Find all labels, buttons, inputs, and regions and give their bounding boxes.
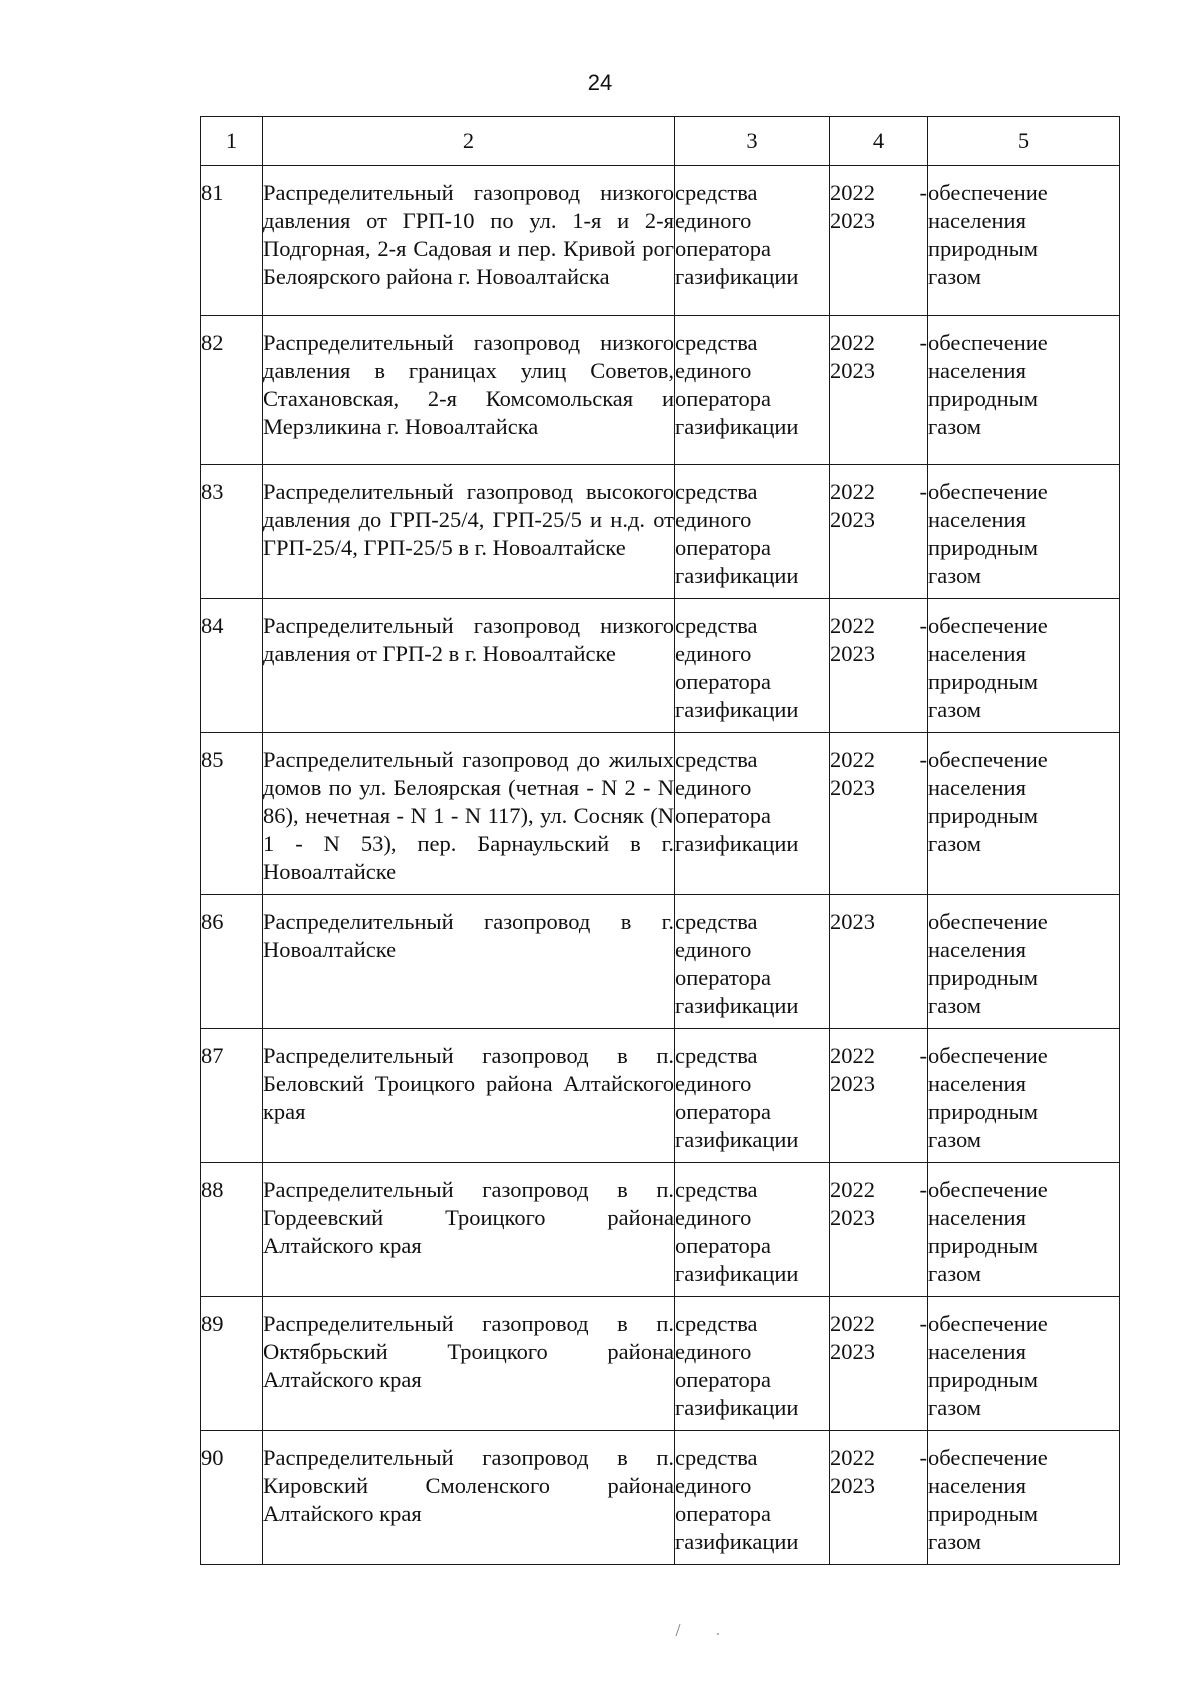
funding-source-line: газификации — [675, 1127, 799, 1152]
period-start-year: 2022 — [830, 747, 875, 772]
period-dash: - — [919, 180, 927, 205]
row-funding-source — [675, 166, 830, 316]
funding-source-line: оператора — [675, 669, 771, 694]
funding-source-line: оператора — [675, 236, 771, 261]
period-start-year: 2022 — [830, 1043, 875, 1068]
row-funding-source — [675, 1163, 830, 1297]
period-start-line — [830, 179, 927, 207]
goal-line: обеспечение — [928, 1043, 1048, 1068]
period-end-year: 2023 — [830, 641, 875, 666]
goal-line: газом — [928, 1529, 982, 1554]
table-row — [201, 465, 1120, 599]
row-object-name: Распределительный газопровод в п. Гордеевский Троицкого района Алтайского края — [263, 1163, 675, 1297]
period-end-year: 2023 — [830, 358, 875, 383]
row-funding-source — [675, 733, 830, 895]
row-number: 83 — [201, 465, 263, 599]
funding-source-line: единого — [675, 641, 752, 666]
goal-line: природным — [928, 669, 1039, 694]
row-goal — [928, 1029, 1120, 1163]
goal-line: природным — [928, 803, 1039, 828]
row-object-name: Распределительный газопровод высокого давления до ГРП-25/4, ГРП-25/5 и н.д. от ГРП-25/4, ГРП-25/5 в г. Новоалтайске — [263, 465, 675, 599]
period-start-year: 2022 — [830, 613, 875, 638]
goal-line: населения — [928, 1071, 1026, 1096]
funding-source-line: газификации — [675, 993, 799, 1018]
table-row — [201, 733, 1120, 895]
goal-line: природным — [928, 1501, 1039, 1526]
row-object-name: Распределительный газопровод низкого давления от ГРП-2 в г. Новоалтайске — [263, 599, 675, 733]
row-goal — [928, 1431, 1120, 1565]
period-dash: - — [919, 613, 927, 638]
period-end-year: 2023 — [830, 507, 875, 532]
goal-line: населения — [928, 208, 1026, 233]
goal-line: обеспечение — [928, 1445, 1048, 1470]
goal-line: обеспечение — [928, 479, 1048, 504]
table-row — [201, 1029, 1120, 1163]
goal-line: населения — [928, 937, 1026, 962]
row-period — [830, 465, 928, 599]
period-end-year: 2023 — [830, 1473, 875, 1498]
period-start-year: 2022 — [830, 330, 875, 355]
period-start-line — [830, 329, 927, 357]
row-number: 88 — [201, 1163, 263, 1297]
row-goal — [928, 599, 1120, 733]
column-header-goal: 5 — [928, 117, 1120, 166]
period-dash: - — [919, 1043, 927, 1068]
goal-line: обеспечение — [928, 613, 1048, 638]
funding-source-line: средства — [675, 180, 758, 205]
period-start-line — [830, 1310, 927, 1338]
row-period — [830, 316, 928, 465]
funding-source-line: газификации — [675, 1529, 799, 1554]
row-object-name: Распределительный газопровод низкого давления в границах улиц Советов, Стахановская, 2-я Комсомольская и Мерзликина г. Новоалтайска — [263, 316, 675, 465]
goal-line: природным — [928, 386, 1039, 411]
goal-line: населения — [928, 358, 1026, 383]
row-funding-source — [675, 1297, 830, 1431]
row-object-name: Распределительный газопровод в п. Беловский Троицкого района Алтайского края — [263, 1029, 675, 1163]
period-dash: - — [919, 1311, 927, 1336]
period-start-year: 2022 — [830, 479, 875, 504]
period-start-line — [830, 478, 927, 506]
funding-source-line: газификации — [675, 414, 799, 439]
funding-source-line: оператора — [675, 535, 771, 560]
funding-source-line: единого — [675, 358, 752, 383]
column-header-name: 2 — [263, 117, 675, 166]
period-start-line — [830, 1042, 927, 1070]
funding-source-line: газификации — [675, 1261, 799, 1286]
row-funding-source — [675, 895, 830, 1029]
goal-line: населения — [928, 507, 1026, 532]
goal-line: природным — [928, 1099, 1039, 1124]
row-number: 81 — [201, 166, 263, 316]
goal-line: природным — [928, 1367, 1039, 1392]
goal-line: газом — [928, 1261, 982, 1286]
goal-line: населения — [928, 641, 1026, 666]
table-header-row — [201, 117, 1120, 166]
page-number: 24 — [587, 70, 613, 95]
funding-source-line: оператора — [675, 1367, 771, 1392]
row-goal — [928, 316, 1120, 465]
funding-source-line: газификации — [675, 1395, 799, 1420]
funding-source-line: газификации — [675, 264, 799, 289]
table-row — [201, 316, 1120, 465]
funding-source-line: оператора — [675, 386, 771, 411]
funding-source-line: единого — [675, 1339, 752, 1364]
row-number: 84 — [201, 599, 263, 733]
funding-source-line: средства — [675, 479, 758, 504]
row-goal — [928, 1163, 1120, 1297]
period-end-year: 2023 — [830, 1339, 875, 1364]
funding-source-line: единого — [675, 1205, 752, 1230]
goal-line: обеспечение — [928, 330, 1048, 355]
row-number: 85 — [201, 733, 263, 895]
funding-source-line: средства — [675, 1311, 758, 1336]
funding-source-line: газификации — [675, 697, 799, 722]
funding-source-line: средства — [675, 747, 758, 772]
funding-source-line: единого — [675, 1473, 752, 1498]
row-number: 87 — [201, 1029, 263, 1163]
period-start-year: 2022 — [830, 1445, 875, 1470]
table-body — [201, 166, 1120, 1565]
table-row — [201, 895, 1120, 1029]
period-start-year: 2022 — [830, 1311, 875, 1336]
period-dash: - — [919, 1177, 927, 1202]
period-start-line — [830, 1444, 927, 1472]
table-row — [201, 1297, 1120, 1431]
projects-table — [200, 116, 1120, 1565]
row-object-name: Распределительный газопровод в п. Октябрьский Троицкого района Алтайского края — [263, 1297, 675, 1431]
goal-line: обеспечение — [928, 180, 1048, 205]
goal-line: газом — [928, 414, 982, 439]
row-funding-source — [675, 1029, 830, 1163]
funding-source-line: средства — [675, 909, 758, 934]
row-funding-source — [675, 1431, 830, 1565]
row-number: 89 — [201, 1297, 263, 1431]
goal-line: населения — [928, 1339, 1026, 1364]
goal-line: газом — [928, 993, 982, 1018]
goal-line: обеспечение — [928, 909, 1048, 934]
period-end-year: 2023 — [830, 1071, 875, 1096]
funding-source-line: оператора — [675, 803, 771, 828]
table-row — [201, 599, 1120, 733]
row-object-name: Распределительный газопровод в п. Кировский Смоленского района Алтайского края — [263, 1431, 675, 1565]
row-period — [830, 1297, 928, 1431]
row-funding-source — [675, 316, 830, 465]
funding-source-line: средства — [675, 1445, 758, 1470]
goal-line: газом — [928, 264, 982, 289]
row-number: 82 — [201, 316, 263, 465]
row-object-name: Распределительный газопровод низкого давления от ГРП-10 по ул. 1-я и 2-я Подгорная, 2-я Садовая и пер. Кривой рог Белоярского района г. Новоалтайска — [263, 166, 675, 316]
goal-line: обеспечение — [928, 1311, 1048, 1336]
period-start-line — [830, 746, 927, 774]
funding-source-line: газификации — [675, 831, 799, 856]
period-dash: - — [919, 747, 927, 772]
goal-line: газом — [928, 563, 982, 588]
period-end-year: 2023 — [830, 1205, 875, 1230]
period-start-line — [830, 908, 927, 936]
funding-source-line: средства — [675, 613, 758, 638]
row-period — [830, 1029, 928, 1163]
goal-line: населения — [928, 1205, 1026, 1230]
table-row — [201, 1431, 1120, 1565]
funding-source-line: средства — [675, 1043, 758, 1068]
funding-source-line: единого — [675, 507, 752, 532]
row-object-name: Распределительный газопровод в г. Новоалтайске — [263, 895, 675, 1029]
period-dash: - — [919, 1445, 927, 1470]
row-number: 86 — [201, 895, 263, 1029]
row-object-name: Распределительный газопровод до жилых домов по ул. Белоярская (четная - N 2 - N 86), нечетная - N 1 - N 117), ул. Сосняк (N 1 - N 53), пер. Барнаульский в г. Новоалтайске — [263, 733, 675, 895]
row-period — [830, 166, 928, 316]
goal-line: газом — [928, 1127, 982, 1152]
goal-line: обеспечение — [928, 747, 1048, 772]
table-row — [201, 166, 1120, 316]
funding-source-line: оператора — [675, 1099, 771, 1124]
funding-source-line: единого — [675, 775, 752, 800]
goal-line: природным — [928, 535, 1039, 560]
period-start-line — [830, 612, 927, 640]
goal-line: населения — [928, 775, 1026, 800]
goal-line: газом — [928, 697, 982, 722]
row-goal — [928, 733, 1120, 895]
goal-line: природным — [928, 965, 1039, 990]
goal-line: газом — [928, 831, 982, 856]
funding-source-line: единого — [675, 208, 752, 233]
column-header-number: 1 — [201, 117, 263, 166]
row-period — [830, 599, 928, 733]
row-period — [830, 1431, 928, 1565]
row-goal — [928, 1297, 1120, 1431]
funding-source-line: единого — [675, 1071, 752, 1096]
row-goal — [928, 895, 1120, 1029]
funding-source-line: единого — [675, 937, 752, 962]
scan-specks — [670, 1620, 730, 1644]
scan-noise-mark — [670, 1620, 730, 1640]
goal-line: природным — [928, 1233, 1039, 1258]
funding-source-line: средства — [675, 330, 758, 355]
row-funding-source — [675, 599, 830, 733]
row-period — [830, 733, 928, 895]
period-start-year: 2023 — [830, 909, 875, 934]
table-row — [201, 1163, 1120, 1297]
row-goal — [928, 166, 1120, 316]
goal-line: населения — [928, 1473, 1026, 1498]
goal-line: природным — [928, 236, 1039, 261]
period-end-year: 2023 — [830, 775, 875, 800]
goal-line: газом — [928, 1395, 982, 1420]
row-period — [830, 895, 928, 1029]
period-dash: - — [919, 330, 927, 355]
period-dash: - — [919, 479, 927, 504]
period-end-year: 2023 — [830, 208, 875, 233]
column-header-source: 3 — [675, 117, 830, 166]
goal-line: обеспечение — [928, 1177, 1048, 1202]
column-header-period: 4 — [830, 117, 928, 166]
row-period — [830, 1163, 928, 1297]
period-start-line — [830, 1176, 927, 1204]
period-start-year: 2022 — [830, 1177, 875, 1202]
funding-source-line: оператора — [675, 1233, 771, 1258]
row-goal — [928, 465, 1120, 599]
funding-source-line: оператора — [675, 1501, 771, 1526]
row-funding-source — [675, 465, 830, 599]
funding-source-line: оператора — [675, 965, 771, 990]
funding-source-line: средства — [675, 1177, 758, 1202]
row-number: 90 — [201, 1431, 263, 1565]
funding-source-line: газификации — [675, 563, 799, 588]
period-start-year: 2022 — [830, 180, 875, 205]
